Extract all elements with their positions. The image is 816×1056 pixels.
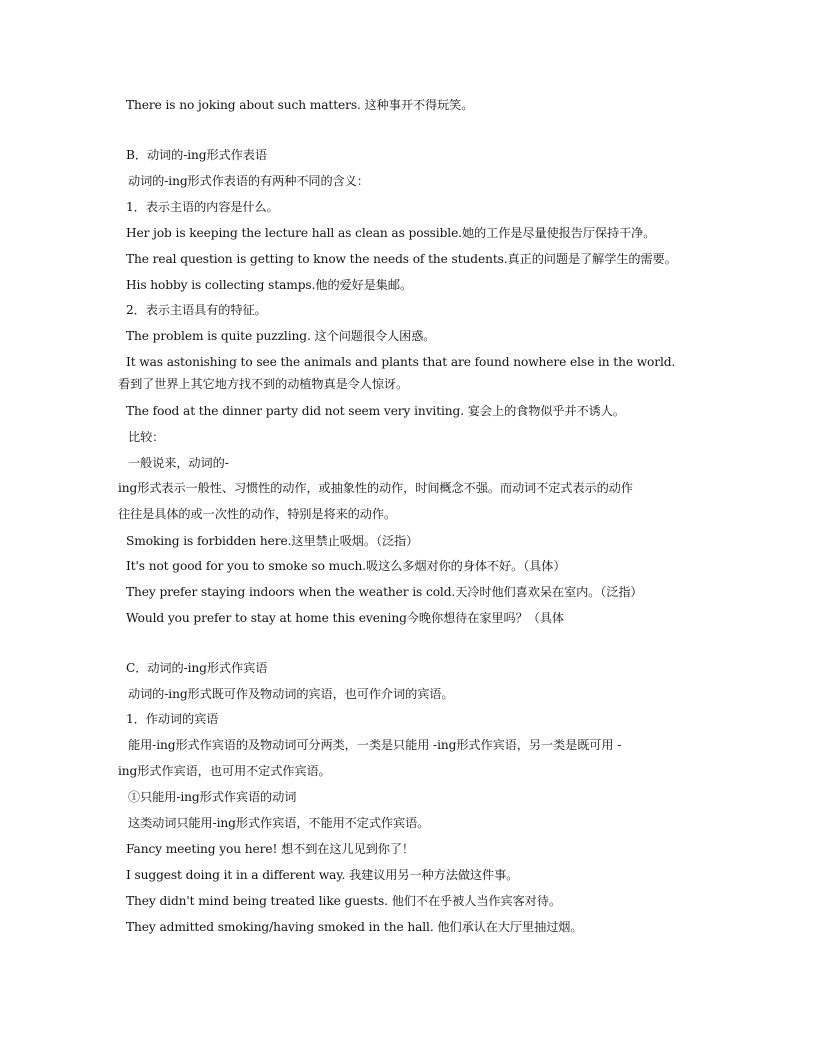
text-line: 往往是具体的或一次性的动作，特别是将来的动作。 — [118, 507, 397, 521]
subheading: ①只能用-ing形式作宾语的动词 — [128, 790, 297, 804]
text-line: The food at the dinner party did not seem very inviting. 宴会上的食物似乎并不诱人。 — [126, 404, 625, 418]
text-line: It was astonishing to see the animals and plants that are found nowhere else in the world. — [126, 355, 676, 369]
text-line: They didn't mind being treated like guests. 他们不在乎被人当作宾客对待。 — [126, 894, 561, 908]
text-line: 一般说来，动词的- — [128, 456, 229, 470]
text-line: 这类动词只能用-ing形式作宾语，不能用不定式作宾语。 — [128, 816, 430, 830]
text-line: They prefer staying indoors when the weather is cold.天冷时他们喜欢呆在室内。（泛指） — [126, 585, 643, 599]
text-line: The real question is getting to know the needs of the students.真正的问题是了解学生的需要。 — [126, 252, 677, 266]
subheading: 1．表示主语的内容是什么。 — [126, 200, 279, 214]
section-heading-c: C．动词的-ing形式作宾语 — [126, 661, 268, 675]
text-line: There is no joking about such matters. 这种事开不得玩笑。 — [126, 98, 474, 112]
text-line: They admitted smoking/having smoked in the hall. 他们承认在大厅里抽过烟。 — [126, 920, 583, 934]
text-line: ing形式表示一般性、习惯性的动作，或抽象性的动作，时间概念不强。而动词不定式表示的动作 — [118, 481, 633, 495]
text-line: 动词的-ing形式作表语的有两种不同的含义： — [128, 174, 369, 188]
section-heading-b: B．动词的-ing形式作表语 — [126, 148, 267, 162]
text-line: His hobby is collecting stamps.他的爱好是集邮。 — [126, 278, 413, 292]
text-line: It's not good for you to smoke so much.吸这么多烟对你的身体不好。（具体） — [126, 559, 566, 573]
text-line: The problem is quite puzzling. 这个问题很令人困惑。 — [126, 329, 436, 343]
text-line: Fancy meeting you here! 想不到在这儿见到你了！ — [126, 842, 415, 856]
text-line: I suggest doing it in a different way. 我建议用另一种方法做这件事。 — [126, 868, 519, 882]
text-line: Her job is keeping the lecture hall as clean as possible.她的工作是尽量使报告厅保持干净。 — [126, 226, 656, 240]
text-line: Smoking is forbidden here.这里禁止吸烟。（泛指） — [126, 534, 419, 548]
subheading: 1．作动词的宾语 — [126, 712, 219, 726]
subheading: 2．表示主语具有的特征。 — [126, 303, 267, 317]
text-line: 看到了世界上其它地方找不到的动植物真是令人惊讶。 — [118, 377, 409, 391]
text-line: 能用-ing形式作宾语的及物动词可分两类，一类是只能用 -ing形式作宾语，另一类是既可用 - — [128, 738, 622, 752]
text-line: 动词的-ing形式既可作及物动词的宾语，也可作介词的宾语。 — [128, 687, 454, 701]
text-line: ing形式作宾语，也可用不定式作宾语。 — [118, 764, 331, 778]
text-line: 比较： — [128, 430, 165, 444]
text-line: Would you prefer to stay at home this evening今晚你想待在家里吗？（具体 — [126, 611, 564, 625]
